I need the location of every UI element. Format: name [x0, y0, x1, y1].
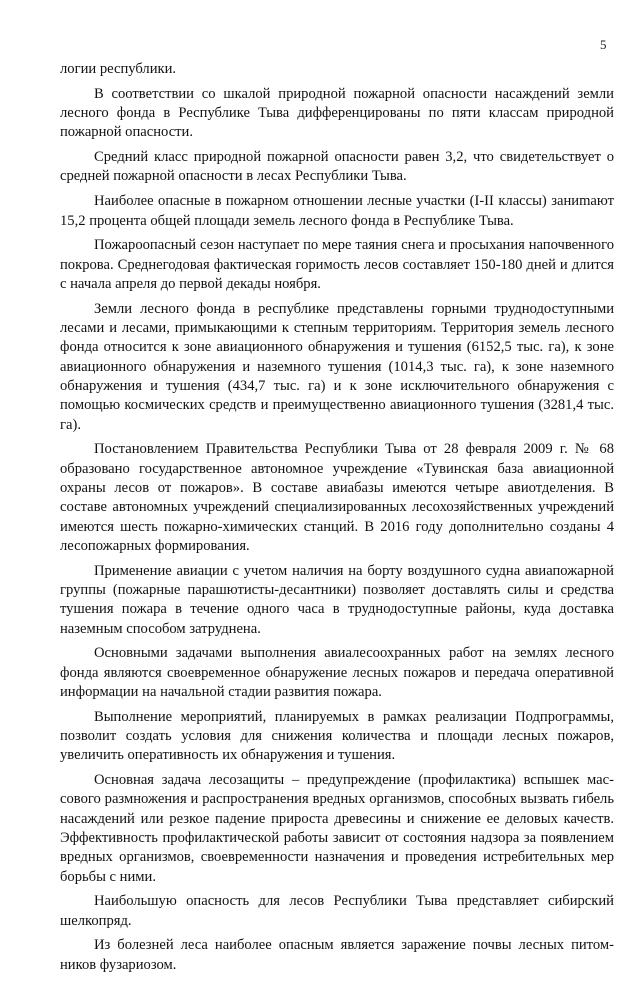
paragraph-4: Наиболее опасные в пожарном отношении лесные участки (I-II классы) заниmают 15,2 процента общей площади земель лесного фонда в Республике Тыва. [60, 193, 614, 229]
paragraph-7: Постановлением Правительства Республики Тыва от 28 февраля 2009 г. № 68 образовано государственное автономное учреждение «Тувинская база авиационной охраны лесов от пожаров». В составе авиабазы имеются четыре авиотделения. В составе автономных учреждений специализированных лесохозяйственных учреждений имеются шесть пожарно-химических станций. В 2016 году дополнительно созданы 4 лесопожарных формирования. [60, 441, 614, 554]
paragraph-8: Применение авиации с учетом наличия на борту воздушного судна авиапожарной группы (пожарные парашютисты-десантники) позволяет доставлять силы и средства тушения пожара в течение одного часа в труднодоступные районы, куда доставка наземным способом затруднена. [60, 562, 614, 637]
paragraph-6: Земли лесного фонда в республике представлены горными труднодоступными лесами и лесами, примыкающими к степным территориям. Территория земель лесного фонда относится к зоне авиационного обнаружения и тушения (6152,5 тыс. га), к зоне авиационного обнаружения и наземного тушения (1014,3 тыс. га), к зоне наземного обнаружения и тушения (434,7 тыс. га) и к зоне исключительного обнаружения с помощью космических средств и преимущественно авиационного тушения (3281,4 тыс. га). [60, 300, 614, 433]
paragraph-5: Пожароопасный сезон наступает по мере таяния снега и просыхания напочвенного покрова. Среднегодовая фактическая горимость лесов составляет 150-180 дней и длится с начала апреля до первой декады ноября. [60, 237, 614, 292]
paragraph-13: Из болезней леса наиболее опасным является заражение почвы лесных питомников фузариозом. [60, 937, 614, 973]
paragraph-1: логии республики. [60, 61, 177, 77]
paragraph-10: Выполнение мероприятий, планируемых в рамках реализации Подпрограммы, позволит создать условия для снижения количества и площади лесных пожаров, увеличить оперативность их обнаружения и тушения. [60, 708, 614, 764]
paragraph-12: Наибольшую опасность для лесов Республики Тыва представляет сибирский шелкопряд. [60, 893, 614, 929]
paragraph-11: Основная задача лесозащиты – предупреждение (профилактика) вспышек массового размножения и распространения вредных организмов, способных вызвать гибель насаждений или резкое падение прироста древесины и снижение ее деловых качеств. Эффективность профилактической работы зависит от состояния надзора за появлением вредных организмов, своевременности назначения и проведения истребительных мер борьбы с ними. [60, 772, 614, 885]
paragraph-3: Средний класс природной пожарной опасности равен 3,2, что свидетельствует о средней пожарной опасности в лесах Республики Тыва. [60, 149, 614, 185]
page-number: 5 [600, 37, 607, 52]
paragraph-2: В соответствии со шкалой природной пожарной опасности насаждений земли лесного фонда в Республике Тыва дифференцированы по пяти классам природной пожарной опасности. [60, 85, 614, 141]
paragraph-9: Основными задачами выполнения авиалесоохранных работ на землях лесного фонда являются своевременное обнаружение лесных пожаров и передача оперативной информации на начальной стадии развития пожара. [60, 645, 614, 700]
document-body [60, 60, 614, 981]
